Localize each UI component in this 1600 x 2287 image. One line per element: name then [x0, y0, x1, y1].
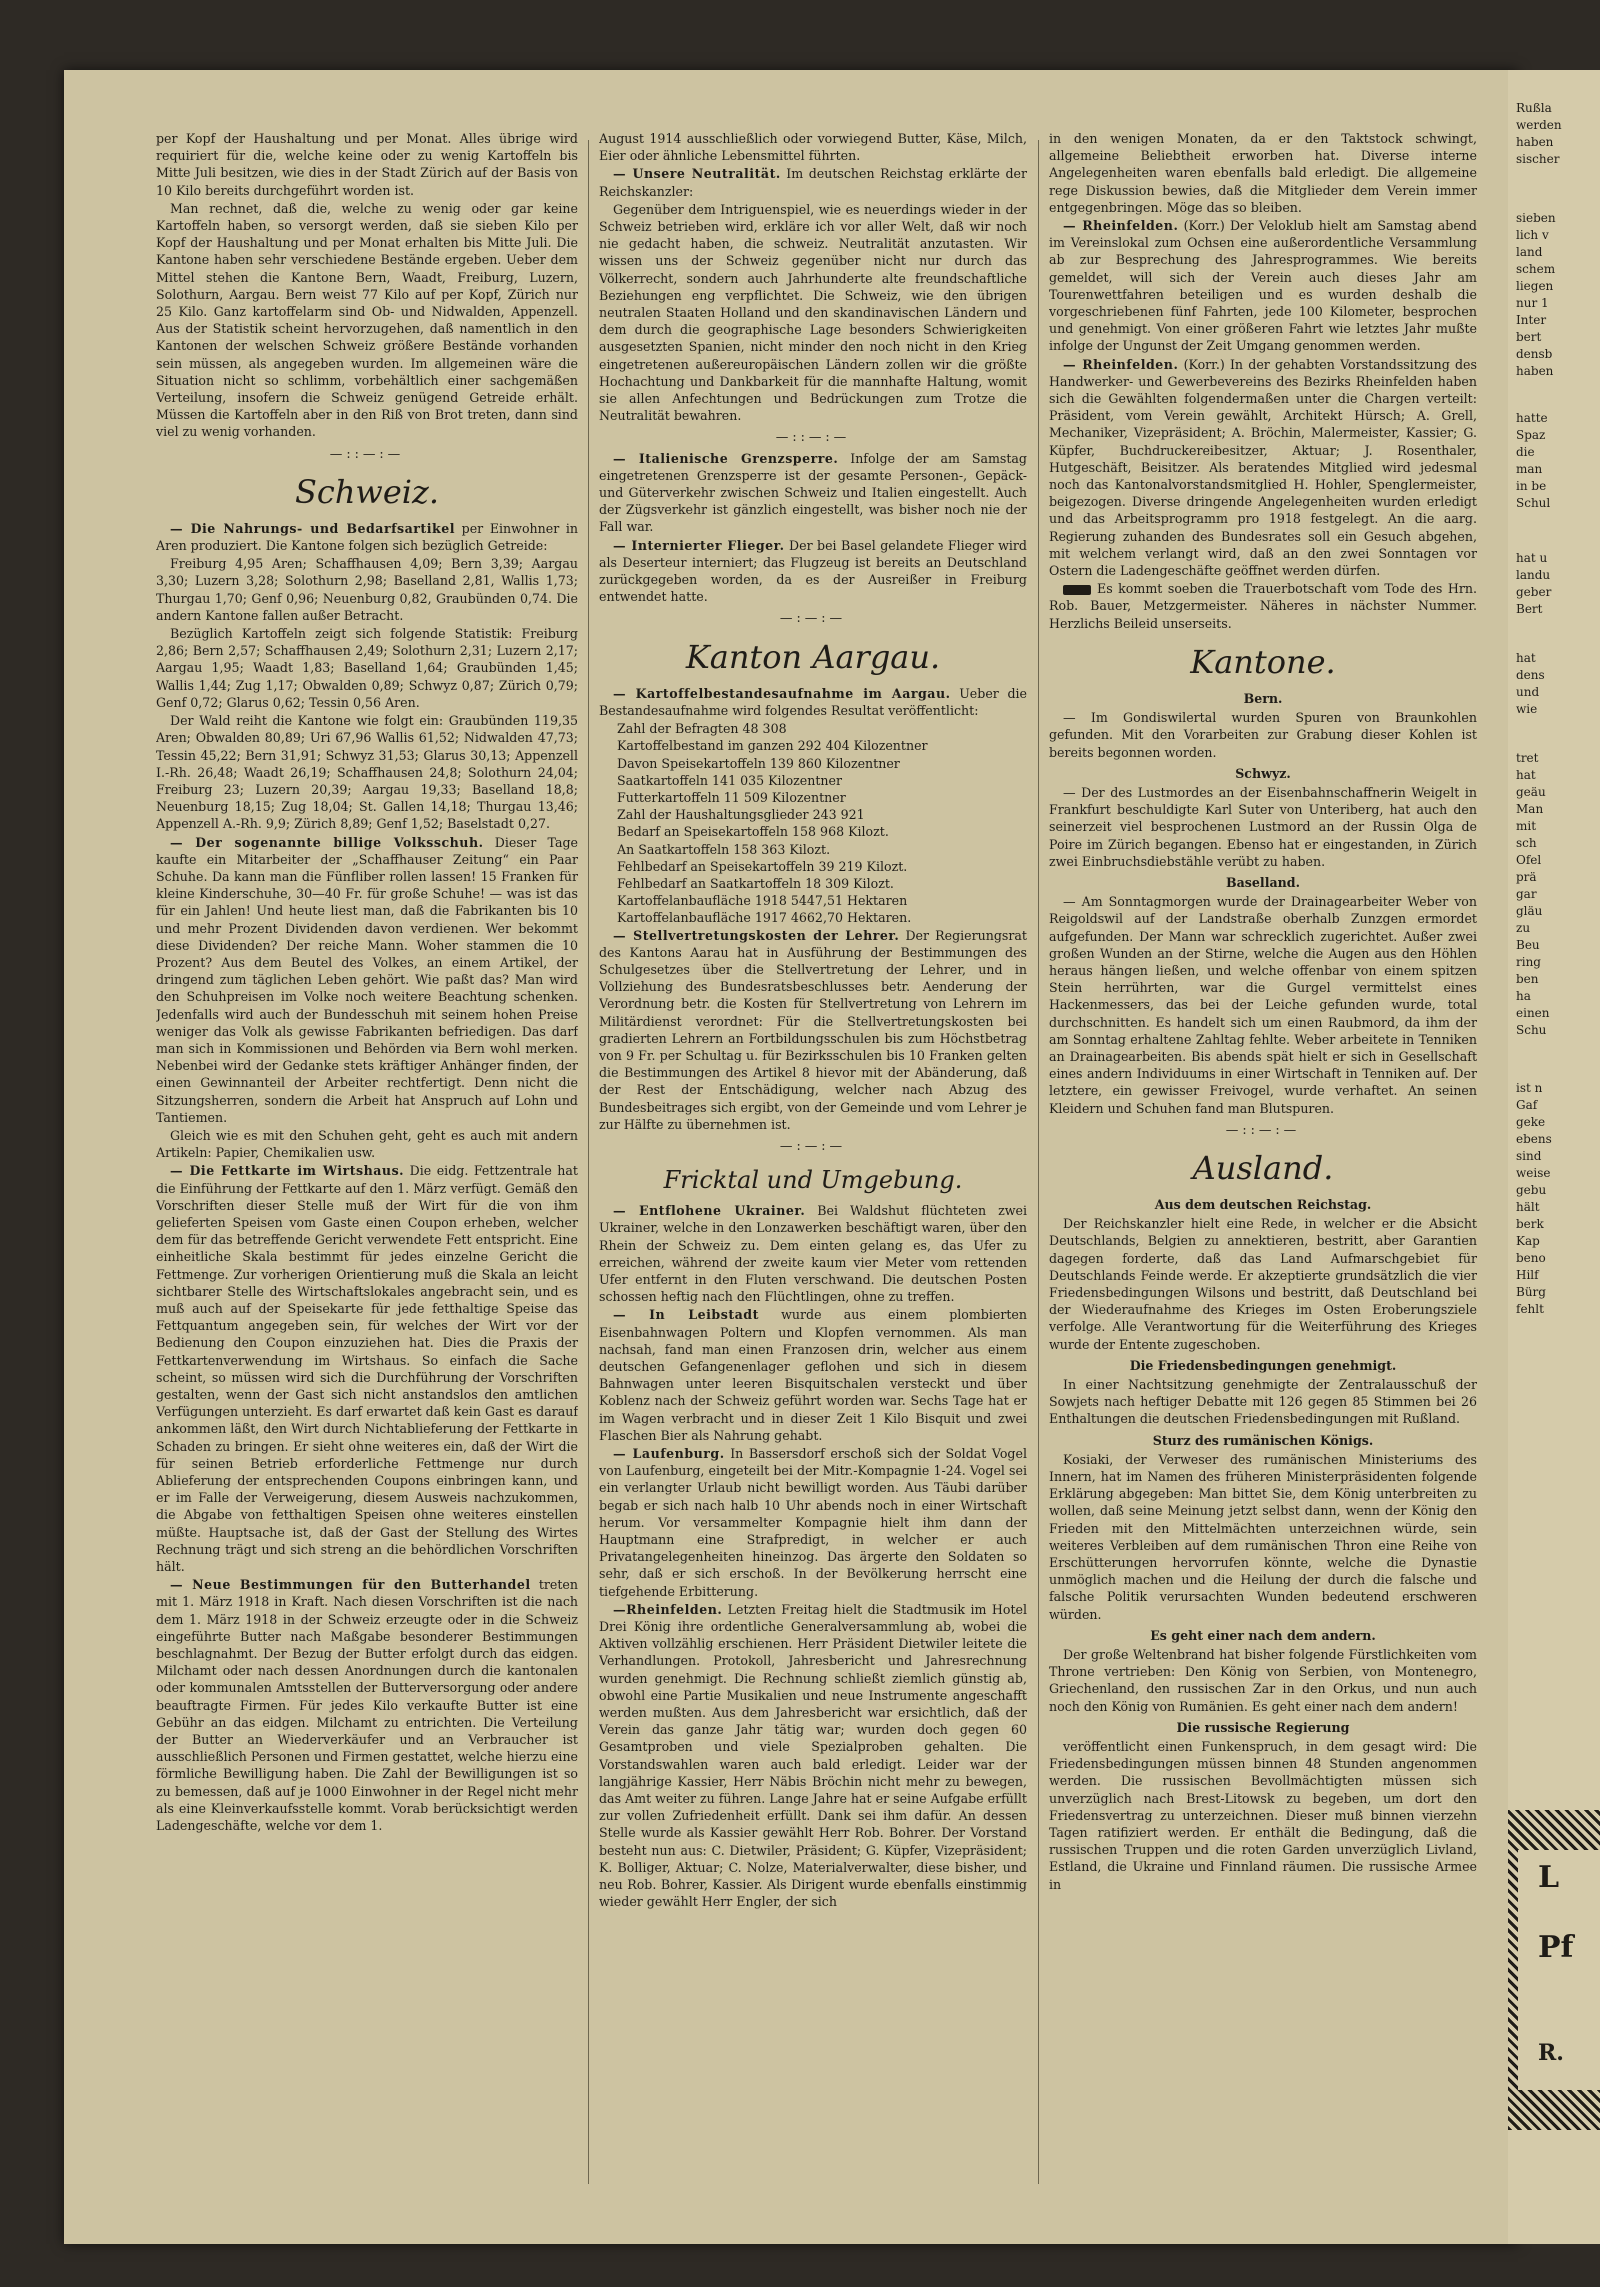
article-rheinfelden-velo	[1049, 217, 1477, 355]
article-butter	[156, 1576, 578, 1834]
strip-text: gar	[1516, 887, 1537, 901]
article-text: Der große Weltenbrand hat bisher folgende Fürstlichkeiten vom Throne vertrieben: Den König von Serbien, von Montenegro, Griechenland, den russischen Zar in den Orkus, und nun auch noch den König von Rumänien. Es geht einer nach dem andern!	[1049, 1647, 1477, 1714]
article-text: veröffentlicht einen Funkenspruch, in dem gesagt wird: Die Friedensbedingungen müssen binnen 48 Stunden angenommen werden. Die russischen Bevollmächtigten müssen sich unverzüglich nach Brest-Litowsk zu begeben, um dort den Friedensvertrag zu unterzeichnen. Dieser muß binnen vierzehn Tagen ratifiziert werden. Er enthält die Bedingung, daß die russischen Truppen und die roten Garden unverzüglich Livland, Estland, die Ukraine und Finnland räumen. Die russische Armee in	[1049, 1739, 1477, 1892]
strip-text: Schul	[1516, 496, 1551, 510]
strip-text: gläu	[1516, 904, 1543, 918]
article-text: Der bei Basel gelandete Flieger wird als Deserteur interniert; das Flugzeug ist bereits an Deutschland zurückgegeben worden, da es der Ausreißer in Freiburg entwendet hatte.	[599, 537, 1027, 605]
strip-text: zu	[1516, 921, 1531, 935]
strip-block	[1508, 750, 1550, 1039]
article-keyword: — Neue Bestimmungen für den Butterhandel	[170, 1577, 531, 1593]
strip-text: Spaz	[1516, 428, 1546, 442]
strip-block	[1508, 650, 1545, 718]
strip-text: land	[1516, 245, 1543, 259]
strip-text: Beu	[1516, 938, 1540, 952]
advert-letter: L	[1538, 1860, 1560, 1895]
subheading-schwyz: Schwyz.	[1235, 765, 1291, 781]
list-item: An Saatkartoffeln 158 363 Kilozt.	[617, 841, 831, 857]
article-flieger	[599, 537, 1027, 606]
list-item: Fehlbedarf an Saatkartoffeln 18 309 Kilozt.	[617, 875, 894, 891]
column-divider	[588, 140, 589, 2184]
strip-text: einen	[1516, 1006, 1550, 1020]
list-item: Davon Speisekartoffeln 139 860 Kilozentner	[617, 755, 900, 771]
article-text: per Einwohner in Aren produziert. Die Kantone folgen sich bezüglich Getreide:	[156, 520, 578, 554]
article-text: August 1914 ausschließlich oder vorwiegend Butter, Käse, Milch, Eier oder ähnliche Lebensmittel führten.	[599, 131, 1027, 164]
advert-letter: R.	[1538, 2040, 1564, 2066]
advertisement-border	[1508, 1810, 1600, 2130]
strip-text: sind	[1516, 1149, 1542, 1163]
article-keyword: — Die Fettkarte im Wirtshaus.	[170, 1163, 405, 1179]
strip-text: schem	[1516, 262, 1556, 276]
strip-block	[1508, 210, 1556, 380]
article-text: Es kommt soeben die Trauerbotschaft vom Tode des Hrn. Rob. Bauer, Metzgermeister. Näheres in nächster Nummer. Herzlichs Beileid unserseits.	[1049, 581, 1477, 631]
section-heading-fricktal: Fricktal und Umgebung.	[663, 1166, 963, 1195]
article-kartoffel-aargau	[599, 685, 1027, 719]
section-heading-aargau: Kanton Aargau.	[685, 637, 941, 676]
article-schuh	[156, 834, 578, 1126]
article-text: — Am Sonntagmorgen wurde der Drainagearbeiter Weber von Reigoldswil auf der Landstraße oberhalb Zunzgen ermordet aufgefunden. Der Mann war schrecklich zugerichtet. Außer zwei großen Wunden an der Stirne, welche die Augen aus den Höhlen heraus hängen ließen, und welche offenbar von einem spitzen Stein herrührten, war die Gurgel vermittelst eines Hackenmessers, das bei der Leiche gefunden wurde, total durchschnitten. Es handelt sich um einen Raubmord, da ihm der am Sonntag erhaltene Zahltag fehlte. Weber arbeitete in Tenniken an Drainagearbeiten. Bis abends spät hielt er sich in Gesellschaft eines andern Individuums in einer Wirtschaft in Tenniken auf. Der letztere, ein gewisser Freivogel, wurde verhaftet. An seinen Kleidern und Schuhen fand man Blutspuren.	[1049, 894, 1477, 1116]
strip-text: ha	[1516, 989, 1531, 1003]
article-text: Der Wald reiht die Kantone wie folgt ein: Graubünden 119,35 Aren; Obwalden 80,89; Uri 67,96 Wallis 61,52; Nidwalden 47,73; Tessin 45,22; Bern 31,91; Schwyz 31,53; Glarus 30,13; Appenzell I.-Rh. 26,48; Waadt 26,19; Schaffhausen 24,8; Solothurn 24,04; Freiburg 23; Luzern 20,39; Aargau 19,33; Baselland 18,8; Neuenburg 18,15; Zug 18,04; St. Gallen 14,18; Thurgau 13,46; Appenzell A.-Rh. 9,9; Zürich 8,89; Genf 1,52; Baselstadt 0,27.	[156, 713, 578, 832]
strip-text: ebens	[1516, 1132, 1552, 1146]
article-text: — Der des Lustmordes an der Eisenbahnschaffnerin Weigelt in Frankfurt beschuldigte Karl Suter von Unteriberg, hat auch den seinerzeit viel besprochenen Lustmord an der Russin Olga de Poire im Zürich begangen. Ebenso hat er eingestanden, in Zürich zwei Einbruchsdiebstähle verübt zu haben.	[1049, 784, 1477, 869]
strip-text: sieben	[1516, 211, 1556, 225]
strip-text: gebu	[1516, 1183, 1547, 1197]
strip-text: prä	[1516, 870, 1537, 884]
separator: —:—:—	[779, 610, 847, 626]
advertisement-inner	[1518, 1850, 1600, 2090]
article-keyword: —Rheinfelden.	[613, 1601, 723, 1617]
separator: —::—:—	[775, 429, 851, 445]
article-text: Der Regierungsrat des Kantons Aarau hat in Ausführung der Bestimmungen des Schulgesetzes über die Stellvertretung der Lehrer, und in Vollziehung des Bundesratsbeschlusses betr. Aenderung der Verordnung betr. die Kosten für Stellvertretung von Lehrern im Militärdienst verordnet: Für die Stellvertretungskosten bei gradierten Lehrern an Fortbildungsschulen bis zum Höchstbetrag von 9 Fr. per Schultag u. für Bezirksschulen bis 10 Franken gelten die Bestimmungen des Artikel 8 hievor mit der Abänderung, daß der Rest der Entschädigung, welcher nach Abzug des Bundesbeitrages sich ergibt, von der Gemeinde und vom Lehrer je zur Hälfte zu übernehmen ist.	[599, 927, 1027, 1132]
subheading-frieden: Die Friedensbedingungen genehmigt.	[1129, 1357, 1397, 1373]
strip-text: bert	[1516, 330, 1542, 344]
strip-text: berk	[1516, 1217, 1544, 1231]
strip-block	[1508, 1080, 1552, 1318]
section-heading-schweiz: Schweiz.	[294, 472, 440, 511]
article-text: Infolge der am Samstag eingetretenen Grenzsperre ist der gesamte Personen-, Gepäck- und Güterverkehr zwischen Schweiz und Italien eingestellt. Auch der Zügsverkehr ist gänzlich eingestellt, was bisher noch nie der Fall war.	[599, 450, 1027, 535]
advert-letter: Pf	[1538, 1930, 1574, 1965]
article-ukrainer	[599, 1202, 1027, 1305]
article-keyword: — Stellvertretungskosten der Lehrer.	[613, 927, 900, 943]
strip-text: dens	[1516, 668, 1545, 682]
list-item: Bedarf an Speisekartoffeln 158 968 Kilozt.	[617, 824, 889, 840]
strip-text: sch	[1516, 836, 1537, 850]
strip-text: Bert	[1516, 602, 1543, 616]
list-item: Kartoffelanbaufläche 1917 4662,70 Hektaren.	[617, 910, 912, 926]
article-keyword: — In Leibstadt	[613, 1307, 759, 1323]
strip-text: nur 1	[1516, 296, 1549, 310]
pointing-hand-icon	[1063, 585, 1091, 595]
article-text: in den wenigen Monaten, da er den Taktstock schwingt, allgemeine Beliebtheit erworben hat. Diverse interne Angelegenheiten waren ebenfalls bald erledigt. Die allgemeine rege Diskussion bewies, daß die Mitglieder dem Verein immer entgegenbringen. Möge das so bleiben.	[1049, 131, 1477, 215]
statistics-list	[599, 720, 1027, 926]
article-text: Gleich wie es mit den Schuhen geht, geht es auch mit andern Artikeln: Papier, Chemikalien usw.	[156, 1127, 578, 1161]
strip-text: wie	[1516, 702, 1538, 716]
strip-text: densb	[1516, 347, 1553, 361]
article-keyword: — Der sogenannte billige Volksschuh.	[170, 834, 484, 850]
article-keyword: — Unsere Neutralität.	[613, 166, 781, 182]
article-keyword: — Entflohene Ukrainer.	[613, 1203, 806, 1219]
article-text: Die eidg. Fettzentrale hat die Einführung der Fettkarte auf den 1. März verfügt. Gemäß den Vorschriften dieser Stelle muß der Wirt für die von ihm gelieferten Speisen vom Gaste einen Coupon erheben, welcher dem für das betreffende Gericht verwendete Fett entspricht. Eine einheitliche Skala bestimmt für jedes einzelne Gericht die Fettmenge. Zur vorherigen Orientierung muß die Skala an leicht sichtbarer Stelle des Wirtschaftslokales angebracht sein, und es muß auch auf der Speisekarte für jede fetthaltige Speise das Fettquantum angegeben sein, für welches der Wirt vor der Bedienung den Coupon einzuziehen hat. Dies die Praxis der Fettkartenverwendung im Wirtshaus. So einfach die Sache scheint, so müssen wird sich die Durchführung der Vorschriften gestalten, wenn der Gast sich nicht anstandslos den amtlichen Verfügungen unterzieht. Es darf erwartet daß kein Gast es darauf ankommen läßt, den Wirt durch Nichtablieferung der Fettkarte in Schaden zu bringen. Er sieht ohne weiteres ein, daß der Wirt die für seinen Betrieb erforderliche Fettmenge nur durch Ablieferung der entsprechenden Coupons einbringen kann, und er im Falle der Verweigerung, diesem Ausweis nachzukommen, die Abgabe von fetthaltigen Speisen ohne weiteres einstellen müßte. Hauptsache ist, daß der Gast der Stellung des Wirtes Rechnung trägt und sich streng an die behördlichen Vorschriften hält.	[156, 1163, 578, 1575]
article-text: Bei Waldshut flüchteten zwei Ukrainer, welche in den Lonzawerken beschäftigt waren, über den Rhein der Schweiz zu. Dem einten gelang es, das Ufer zu erreichen, während der zweite kaum vier Meter vom rettenden Ufer entfernt in den Fluten verschwand. Die deutschen Posten schossen heftig nach den Flüchtlingen, ohne zu treffen.	[599, 1203, 1027, 1305]
list-item: Kartoffelanbaufläche 1918 5447,51 Hektaren	[617, 893, 908, 909]
article-text: Letzten Freitag hielt die Stadtmusik im Hotel Drei König ihre ordentliche Generalversammlung ab, wobei die Aktiven vollzählig erschienen. Herr Präsident Dietwiler leitete die Verhandlungen. Protokoll, Jahresbericht und Jahresrechnung wurden genehmigt. Die Rechnung schließt ziemlich günstig ab, obwohl eine Partie Musikalien und neue Instrumente angeschafft werden mußten. Aus dem Jahresbericht war ersichtlich, daß der Verein das ganze Jahr tätig war; wurden doch gegen 60 Gesamtproben und viele Spezialproben gehalten. Die Vorstandswahlen waren auch bald erledigt. Leider war der langjährige Kassier, Herr Näbis Bröchin nicht mehr zu bewegen, das Amt weiter zu führen. Lange Jahre hat er seine Aufgabe erfüllt zur vollen Zufriedenheit erfüllt. Dank sei ihm dafür. An dessen Stelle wurde als Kassier gewählt Herr Rob. Bohrer. Der Vorstand besteht nun aus: C. Dietwiler, Präsident; G. Küpfer, Vizepräsident; K. Bolliger, Aktuar; C. Nolze, Materialverwalter, diese bisher, und neu Rob. Bohrer, Kassier. Als Dirigent wurde ebenfalls einstimmig wieder gewählt Herr Engler, der sich	[599, 1601, 1027, 1910]
article-trauer	[1049, 580, 1477, 632]
article-neutralitaet	[599, 165, 1027, 199]
strip-text: liegen	[1516, 279, 1554, 293]
strip-text: ist n	[1516, 1081, 1543, 1095]
strip-block	[1508, 410, 1550, 512]
strip-text: ring	[1516, 955, 1541, 969]
strip-text: hat	[1516, 768, 1536, 782]
subheading-weltbrand: Es geht einer nach dem andern.	[1150, 1627, 1376, 1643]
subheading-sturz: Sturz des rumänischen Königs.	[1152, 1432, 1374, 1448]
article-text: treten mit 1. März 1918 in Kraft. Nach diesen Vorschriften ist die nach dem 1. März 1918 in der Schweiz erzeugte oder in die Schweiz eingeführte Butter nach Maßgabe besonderer Bestimmungen beschlagnahmt. Der Bezug der Butter erfolgt durch das eidgen. Milchamt oder nach dessen Anordnungen durch die kantonalen oder kommunalen Amtsstellen der Butterversorgung oder andere beauftragte Firmen. Für jedes Kilo verkaufte Butter ist eine Gebühr an das eidgen. Milchamt zu entrichten. Die Verteilung der Butter an Wiederverkäufer und an Verbraucher ist ausschließlich Personen und Firmen gestattet, welche hierzu eine förmliche Bewilligung haben. Die Zahl der Bewilligungen ist so zu bemessen, daß auf je 1000 Einwohner in der Regel nicht mehr als eine Kleinverkaufsstelle kommt. Vorab berücksichtigt werden Ladengeschäfte, welche vor dem 1.	[156, 1577, 578, 1834]
article-text: Man rechnet, daß die, welche zu wenig oder gar keine Kartoffeln haben, so versorgt werden, daß sie sieben Kilo per Kopf der Haushaltung und per Monat erhalten bis Mitte Juli. Die Kantone haben sehr verschiedene Bestände ergeben. Ueber dem Mittel stehen die Kantone Bern, Waadt, Freiburg, Luzern, Solothurn, Aargau. Bern weist 77 Kilo auf per Kopf, Zürich nur 25 Kilo. Ganz kartoffelarm sind Ob- und Nidwalden, Appenzell. Aus der Statistik scheint hervorzugehen, daß namentlich in den Kantonen der welschen Schweiz größere Bestände vorhanden sein müssen, als angegeben wurden. Im allgemeinen wäre die Situation nicht so schlimm, vorbehältlich einer sachgemäßen Verteilung, insofern die Schweiz genügend Getreide erhält. Müssen die Kartoffeln aber in den Riß von Brot treten, dann sind viel zu wenig vorhanden.	[156, 200, 578, 440]
strip-text: lich v	[1516, 228, 1549, 242]
article-text: (Korr.) Der Veloklub hielt am Samstag abend im Vereinslokal zum Ochsen eine außerordentliche Versammlung ab zur Besprechung des Jahresprogrammes. Wie bereits gemeldet, will sich der Verein auch dieses Jahr am Tourenwettfahren beteiligen und es wurden deshalb die vorgeschriebenen fünf Fahrten, jede 100 Kilometer, besprochen und genehmigt. Von einer größeren Fahrt wie letztes Jahr mußte infolge der Ungunst der Zeit Umgang genommen werden.	[1049, 218, 1477, 354]
article-text: Kosiaki, der Verweser des rumänischen Ministeriums des Innern, hat im Namen des früheren Ministerpräsidenten folgende Erklärung abgegeben: Man bittet Sie, dem König unterbreiten zu wollen, daß seine Meinung jetzt selbst dann, wenn der König den Frieden mit den Mittelmächten unterzeichnen würde, sein weiteres Verbleiben auf dem rumänischen Thron eine Reihe von Erschütterungen hervorrufen könnte, welche die Dynastie unmöglich machen und die Heilung der durch die falsche und falsche Politik verursachten Wunden bedeutend erschweren würden.	[1049, 1451, 1477, 1622]
article-text: wurde aus einem plombierten Eisenbahnwagen Poltern und Klopfen vernommen. Als man nachsah, fand man einen Franzosen drin, welcher aus einem deutschen Gefangenenlager geflohen und sich in diesem Bahnwagen unter leeren Bisquitschalen versteckt und über Koblenz nach der Schweiz geführt worden war. Sechs Tage hat er im Wagen verbracht und in dieser Zeit 1 Kilo Bisquit und zwei Flaschen Bier als Nahrung gehabt.	[599, 1307, 1027, 1443]
strip-text: geke	[1516, 1115, 1546, 1129]
strip-text: Gaf	[1516, 1098, 1538, 1112]
article-nahrung	[156, 520, 578, 554]
article-keyword: — Rheinfelden.	[1063, 356, 1179, 372]
strip-text: geäu	[1516, 785, 1546, 799]
column-3	[1049, 130, 1477, 2204]
article-keyword: — Die Nahrungs- und Bedarfsartikel	[170, 520, 456, 536]
strip-text: sischer	[1516, 152, 1560, 166]
strip-text: in be	[1516, 479, 1547, 493]
article-keyword: — Italienische Grenzsperre.	[613, 450, 839, 466]
strip-text: werden	[1516, 118, 1562, 132]
article-text: In einer Nachtsitzung genehmigte der Zentralausschuß der Sowjets nach heftiger Debatte mit 126 gegen 85 Stimmen bei 26 Enthaltungen die deutschen Friedensbedingungen mit Rußland.	[1049, 1377, 1477, 1427]
strip-text: beno	[1516, 1251, 1546, 1265]
list-item: Futterkartoffeln 11 509 Kilozentner	[617, 789, 846, 805]
strip-text: hält	[1516, 1200, 1540, 1214]
section-heading-kantone: Kantone.	[1190, 642, 1336, 681]
list-item: Kartoffelbestand im ganzen 292 404 Kilozentner	[617, 738, 928, 754]
strip-text: tret	[1516, 751, 1539, 765]
strip-text: Hilf	[1516, 1268, 1539, 1282]
article-text: per Kopf der Haushaltung und per Monat. Alles übrige wird requiriert für die, welche keine oder zu wenig Kartoffeln bis Mitte Juli besitzen, wie dies in der Stadt Zürich auf der Basis von 10 Kilo bereits durchgeführt worden ist.	[156, 131, 578, 198]
strip-text: Man	[1516, 802, 1544, 816]
article-text: (Korr.) In der gehabten Vorstandssitzung des Handwerker- und Gewerbevereins des Bezirks Rheinfelden haben sich die Gewählten folgendermaßen unter die Chargen verteilt: Präsident, vom Verein gewählt, Architekt Hürsch; A. Grell, Mechaniker, Vizepräsident; A. Bröchin, Malermeister, Kassier; G. Küpfer, Buchdruckereibesitzer, Aktuar; J. Rosenthaler, Hutgeschäft, Beisitzer. Als beratendes Mitglied wird jedesmal noch das Kantonalvorstandsmitglied H. Hohler, Spenglermeister, beigezogen. Diverse dringende Angelegenheiten wurden erledigt und das Arbeitsprogramm pro 1918 festgelegt. An die aarg. Regierung zuhanden des Bundesrates soll ein Gesuch abgehen, mit welchem verlangt wird, daß an den zwei Sonntagen vor Ostern die Ladengeschäfte geöffnet werden dürfen.	[1049, 356, 1477, 579]
subheading-baselland: Baselland.	[1226, 874, 1300, 890]
article-text: Der Reichskanzler hielt eine Rede, in welcher er die Absicht Deutschlands, Belgien zu annektieren, bestritt, aber Garantien dagegen forderte, daß das Land Aufmarschgebiet für Deutschlands Feinde werde. Er akzeptierte grundsätzlich die vier Friedensbedingungen Wilsons und bestritt, daß Deutschland bei der Wiederaufnahme des Krieges im Osten Eroberungsziele verfolge. Alle Verantwortung für die Weiterführung des Krieges wurde der Entente zugeschoben.	[1049, 1216, 1477, 1352]
adjacent-page-strip	[1508, 70, 1600, 2244]
strip-text: hat	[1516, 651, 1536, 665]
strip-text: die	[1516, 445, 1535, 459]
article-lehrer	[599, 927, 1027, 1133]
article-laufenburg	[599, 1445, 1027, 1600]
strip-text: landu	[1516, 568, 1551, 582]
strip-text: fehlt	[1516, 1302, 1544, 1316]
strip-text: geber	[1516, 585, 1552, 599]
separator: —:—:—	[779, 1137, 847, 1153]
article-leibstadt	[599, 1306, 1027, 1444]
strip-text: weise	[1516, 1166, 1551, 1180]
newspaper-page	[64, 70, 1518, 2244]
strip-text: Inter	[1516, 313, 1547, 327]
article-keyword: — Internierter Flieger.	[613, 537, 785, 553]
article-text: In Bassersdorf erschoß sich der Soldat Vogel von Laufenburg, eingeteilt bei der Mitr.-Kompagnie 1-24. Vogel sei ein verlangter Urlaub nicht bewilligt worden. Aus Täubi darüber begab er sich nach halb 10 Uhr abends noch in einer Wirtschaft herum. Vor versammelter Kompagnie hielt ihm dann der Hauptmann eine Strafpredigt, in welcher er auch Privatangelegenheiten hineinzog. Das ärgerte den Soldaten so sehr, daß er sich erschoß. In der Bevölkerung herrscht eine tiefgehende Erbitterung.	[599, 1446, 1027, 1599]
strip-text: und	[1516, 685, 1540, 699]
strip-block	[1508, 100, 1562, 168]
list-item: Zahl der Befragten 48 308	[617, 721, 787, 737]
strip-text: Ofel	[1516, 853, 1542, 867]
strip-text: hatte	[1516, 411, 1548, 425]
subheading-reichstag: Aus dem deutschen Reichstag.	[1154, 1196, 1372, 1212]
article-text: Ueber die Bestandesaufnahme wird folgendes Resultat veröffentlicht:	[599, 685, 1027, 718]
column-2	[599, 130, 1027, 2204]
column-divider	[1038, 140, 1039, 2184]
strip-text: Rußla	[1516, 101, 1552, 115]
strip-text: Kap	[1516, 1234, 1540, 1248]
article-keyword: — Laufenburg.	[613, 1446, 725, 1462]
strip-text: haben	[1516, 135, 1554, 149]
strip-text: Schu	[1516, 1023, 1547, 1037]
article-text: Gegenüber dem Intriguenspiel, wie es neuerdings wieder in der Schweiz betrieben wird, erkläre ich vor aller Welt, daß wir noch nie gedacht haben, die schweiz. Neutralität anzutasten. Wir wissen uns der Schweiz gegenüber nicht nur durch das Völkerrecht, sondern auch Jahrhunderte alte freundschaftliche Beziehungen eng verpflichtet. Die Schweiz, wie den übrigen neutralen Staaten Holland und den skandinavischen Ländern und dem durch die geographische Lage besonders Schwierigkeiten ausgesetzten Spanien, nicht minder den noch nicht in den Krieg eingetretenen außereuropäischen Ländern zollen wir die größte Hochachtung und Dankbarkeit für die mannhafte Haltung, womit sie allen Anfechtungen und Bedrückungen zum Trotze die Neutralität bewahren.	[599, 201, 1027, 424]
article-keyword: — Rheinfelden.	[1063, 218, 1179, 234]
strip-text: ben	[1516, 972, 1539, 986]
strip-text: man	[1516, 462, 1543, 476]
article-keyword: — Kartoffelbestandesaufnahme im Aargau.	[613, 685, 951, 701]
strip-text: hat u	[1516, 551, 1548, 565]
subheading-russische-regierung: Die russische Regierung	[1176, 1719, 1350, 1735]
article-text: Bezüglich Kartoffeln zeigt sich folgende Statistik: Freiburg 2,86; Bern 2,57; Schaffhausen 2,49; Solothurn 2,31; Luzern 2,17; Aargau 1,95; Waadt 1,83; Baselland 1,64; Graubünden 1,45; Wallis 1,44; Zug 1,17; Obwalden 0,89; Schwyz 0,87; Zürich 0,79; Genf 0,72; Glarus 0,62; Tessin 0,56 Aren.	[156, 626, 578, 710]
article-text: Dieser Tage kaufte ein Mitarbeiter der „Schaffhauser Zeitung“ ein Paar Schuhe. Da kann man die Fünfliber rollen lassen! 15 Franken für kleine Kinderschuhe, 30—40 Fr. für große Schuhe! — was ist das für ein Jahlen! Und heute liest man, daß die Fabrikanten bis 10 und mehr Prozent Dividenden davon verdienen. Wer bekommt diese Dividenden? Der reiche Mann. Woher stammen die 10 Prozent? Aus dem Beutel des Volkes, an einem Artikel, der dringend zum täglichen Leben gehört. Wie paßt das? Man wird den Schuhpreisen im Volke noch weitere Beachtung schenken. Jedenfalls wird auch der Bundesschuh mit seinem hohen Preise weniger das Volk als gewisse Fabrikanten befriedigen. Das darf man sich in Kommissionen und Behörden via Bern wohl merken. Nebenbei wird der Gedanke stets kräftiger Anhänger finden, der einen Gewinnanteil der Arbeiter rechtfertigt. Denn nicht die Sitzungsherren, sondern die Arbeit hat Anspruch auf Lohn und Tantiemen.	[156, 834, 578, 1125]
list-item: Saatkartoffeln 141 035 Kilozentner	[617, 772, 843, 788]
strip-text: mit	[1516, 819, 1537, 833]
list-item: Fehlbedarf an Speisekartoffeln 39 219 Kilozt.	[617, 858, 908, 874]
separator: —::—:—	[329, 445, 405, 461]
article-rheinfelden-gewerbe	[1049, 356, 1477, 580]
strip-text: haben	[1516, 364, 1554, 378]
strip-text: Bürg	[1516, 1285, 1546, 1299]
subheading-bern: Bern.	[1243, 690, 1283, 706]
article-rheinfelden-musik	[599, 1601, 1027, 1911]
article-text: — Im Gondiswilertal wurden Spuren von Braunkohlen gefunden. Mit den Vorarbeiten zur Grabung dieser Kohlen ist bereits begonnen worden.	[1049, 710, 1477, 760]
strip-block	[1508, 550, 1551, 618]
column-1	[156, 130, 578, 2204]
article-grenzsperre	[599, 450, 1027, 536]
list-item: Zahl der Haushaltungsglieder 243 921	[617, 807, 865, 823]
article-text: Im deutschen Reichstag erklärte der Reichskanzler:	[599, 166, 1027, 199]
section-heading-ausland: Ausland.	[1192, 1148, 1334, 1187]
separator: —::—:—	[1225, 1121, 1301, 1137]
article-text: Freiburg 4,95 Aren; Schaffhausen 4,09; Bern 3,39; Aargau 3,30; Luzern 3,28; Solothurn 2,98; Baselland 2,81, Wallis 1,73; Thurgau 1,70; Genf 0,96; Neuenburg 0,82, Graubünden 0,74. Die andern Kantone fallen außer Betracht.	[156, 556, 578, 623]
article-fettkarte	[156, 1162, 578, 1575]
